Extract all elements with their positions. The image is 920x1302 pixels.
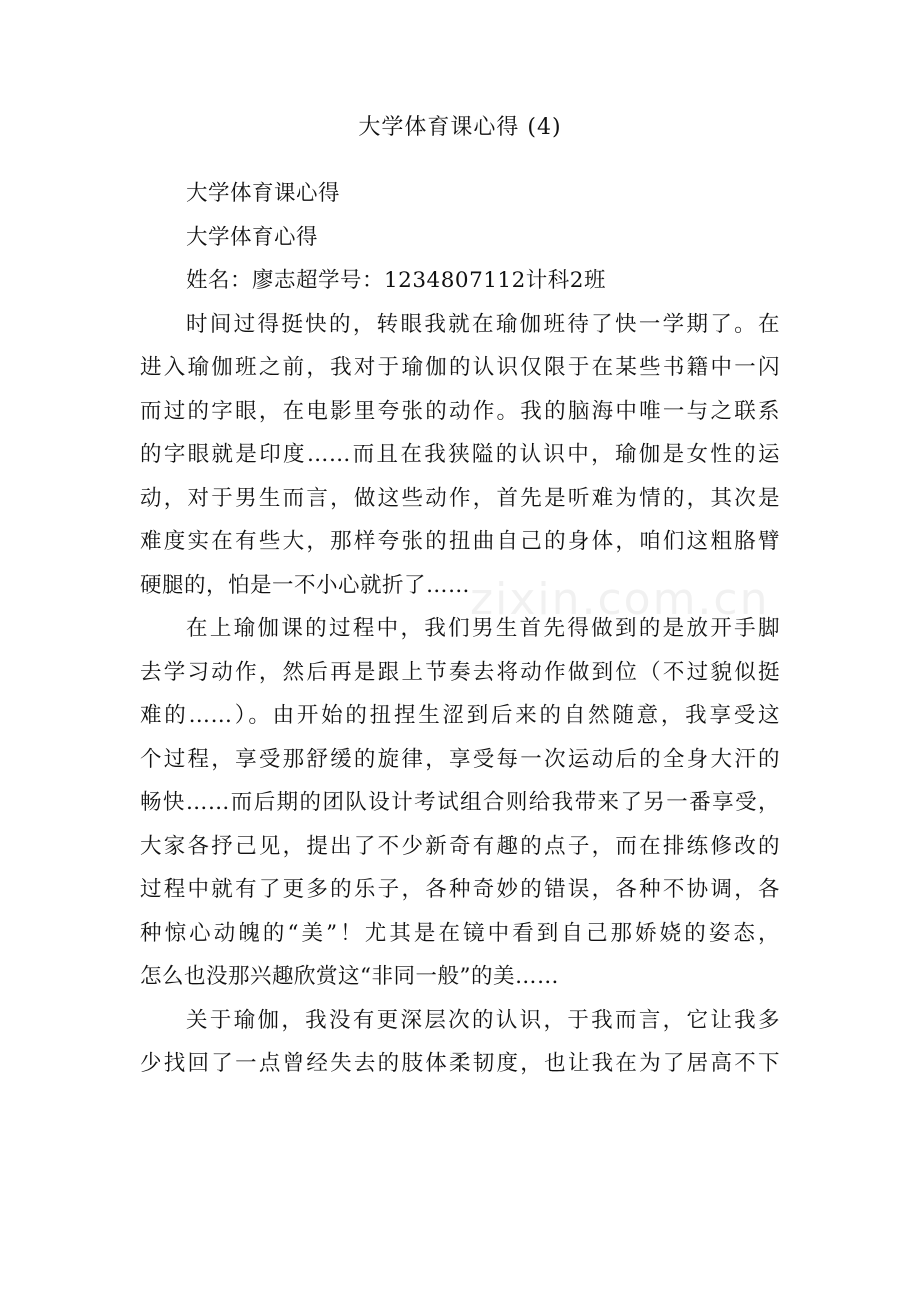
paragraph-line: 大家各抒己见，提出了不少新奇有趣的点子，而在排练修改的 [140,833,780,859]
paragraph-line: 个过程，享受那舒缓的旋律，享受每一次运动后的全身大汗的 [140,746,780,772]
paragraph-line: 关于瑜伽，我没有更深层次的认识，于我而言，它让我多 [186,1007,780,1033]
paragraph-line: 的字眼就是印度……而且在我狭隘的认识中，瑜伽是女性的运 [140,442,780,467]
document-title: 大学体育课心得 (4) [358,115,562,140]
paragraph-line: 进入瑜伽班之前，我对于瑜伽的认识仅限于在某些书籍中一闪 [140,355,780,380]
paragraph-line: 难的……）。由开始的扭捏生涩到后来的自然随意，我享受这 [140,703,780,728]
subtitle-line: 大学体育课心得 [186,181,341,206]
paragraph-line: 硬腿的，怕是一不小心就折了…… [140,572,471,598]
paragraph-line: 少找回了一点曾经失去的肢体柔韧度，也让我在为了居高不下 [140,1051,780,1076]
paragraph-line: 而过的字眼，在电影里夸张的动作。我的脑海中唯一与之联系 [140,398,780,424]
author-info-line: 姓名：廖志超学号：1234807112计科2班 [186,268,606,293]
subtitle-line: 大学体育心得 [186,224,319,250]
paragraph-line: 动，对于男生而言，做这些动作，首先是听难为情的，其次是 [140,485,780,511]
paragraph-line: 过程中就有了更多的乐子，各种奇妙的错误，各种不协调，各 [140,877,780,902]
paragraph-line: 难度实在有些大，那样夸张的扭曲自己的身体，咱们这粗胳臂 [140,529,780,554]
paragraph-line: 怎么也没那兴趣欣赏这“非同一般”的美…… [140,964,559,989]
paragraph-line: 畅快……而后期的团队设计考试组合则给我带来了另一番享受， [140,790,780,815]
paragraph-line: 种惊心动魄的“美”！尤其是在镜中看到自己那娇娆的姿态， [140,920,780,946]
paragraph-line: 去学习动作，然后再是跟上节奏去将动作做到位（不过貌似挺 [140,659,780,685]
document-body [140,172,780,1086]
paragraph-line: 时间过得挺快的，转眼我就在瑜伽班待了快一学期了。在 [186,311,780,337]
watermark: zixin.com.cn [470,574,770,625]
paragraph-line: 在上瑜伽课的过程中，我们男生首先得做到的是放开手脚 [186,616,780,641]
